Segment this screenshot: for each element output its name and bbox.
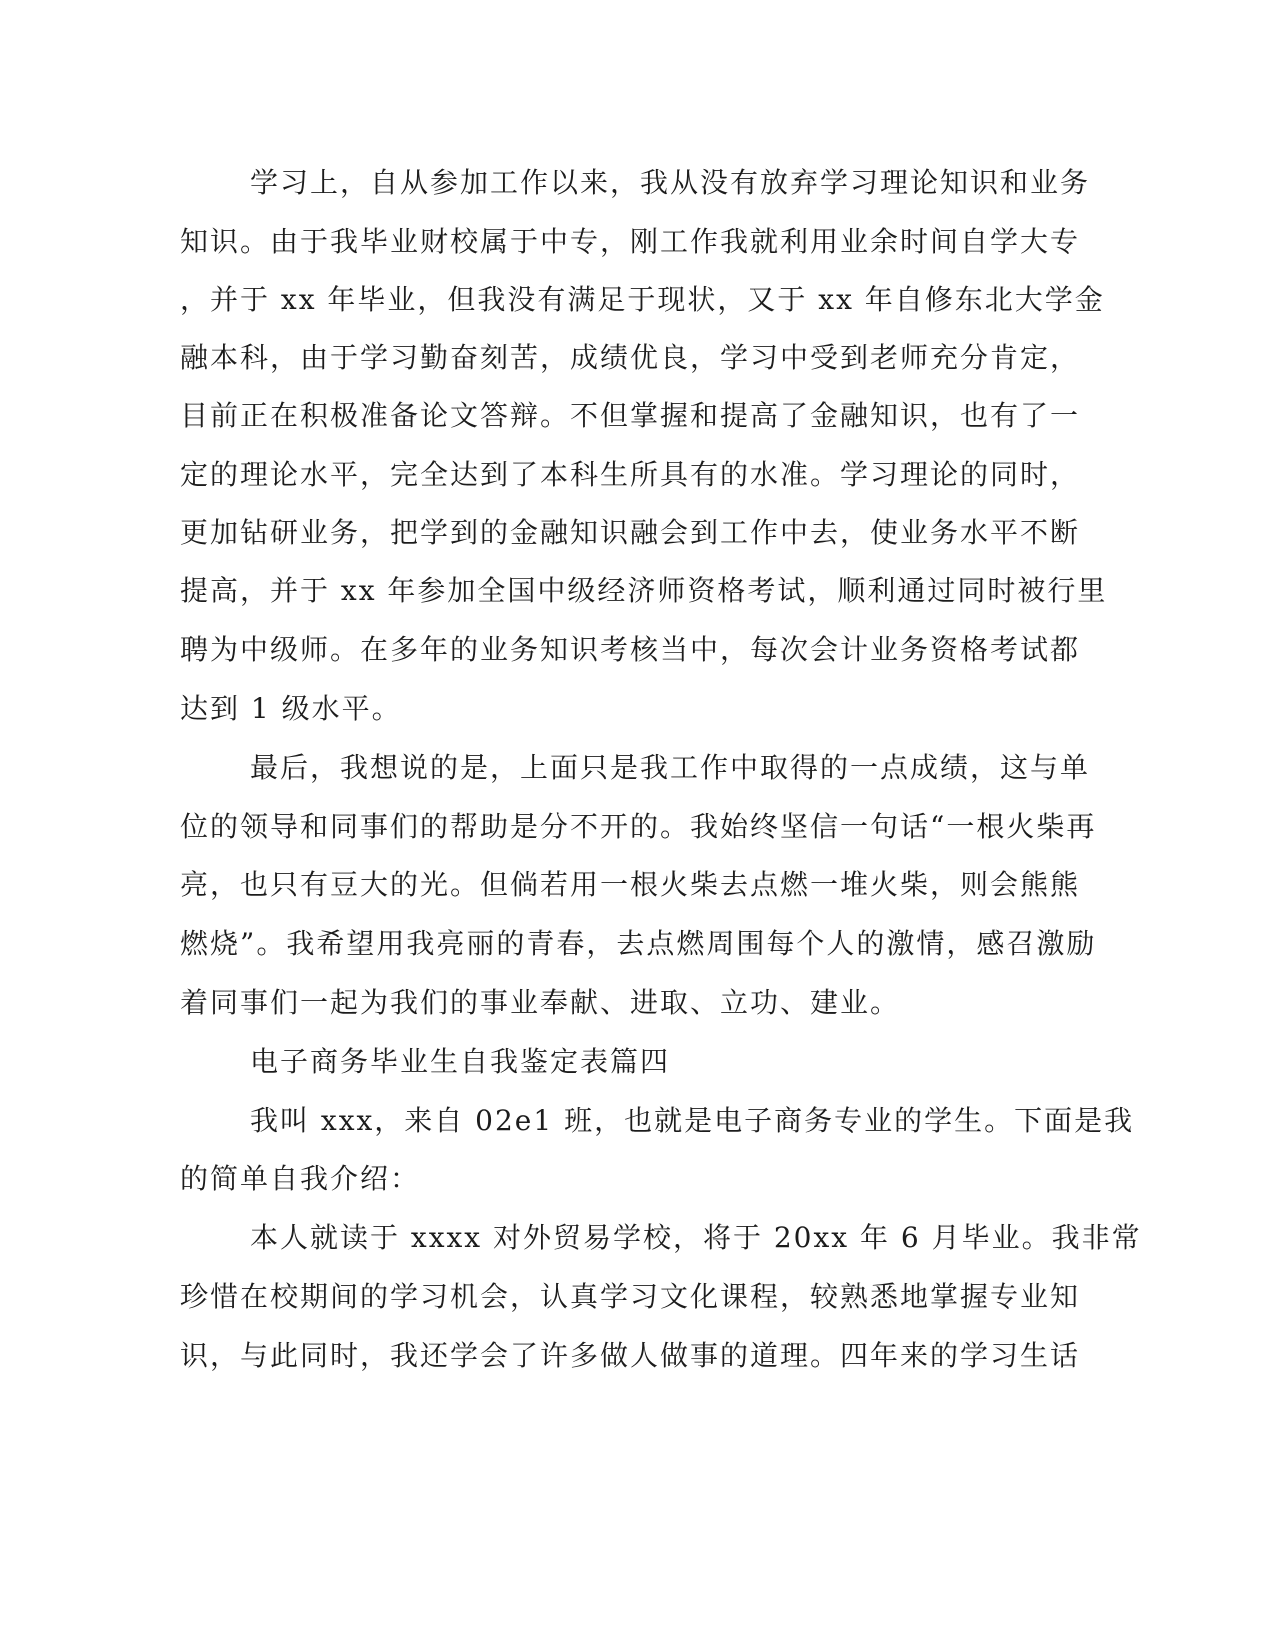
text-line: 的简单自我介绍： bbox=[180, 1162, 421, 1195]
text-line: 位的领导和同事们的帮助是分不开的。我始终坚信一句话“一根火柴再 bbox=[180, 810, 1097, 843]
text-line: 融本科，由于学习勤奋刻苦，成绩优良，学习中受到老师充分肯定， bbox=[180, 341, 1081, 374]
text-line: 本人就读于 xxxx 对外贸易学校，将于 20xx 年 6 月毕业。我非常 bbox=[250, 1221, 1142, 1254]
text-line: 着同事们一起为我们的事业奉献、进取、立功、建业。 bbox=[180, 986, 901, 1019]
text-line: 聘为中级师。在多年的业务知识考核当中，每次会计业务资格考试都 bbox=[180, 633, 1081, 666]
text-line: 目前正在积极准备论文答辩。不但掌握和提高了金融知识，也有了一 bbox=[180, 399, 1081, 432]
text-line: 我叫 xxx，来自 02e1 班，也就是电子商务专业的学生。下面是我 bbox=[250, 1104, 1135, 1137]
text-line: 最后，我想说的是，上面只是我工作中取得的一点成绩，这与单 bbox=[250, 751, 1091, 784]
text-line: 燃烧”。我希望用我亮丽的青春，去点燃周围每个人的激情，感召激励 bbox=[180, 927, 1097, 960]
text-line: 达到 1 级水平。 bbox=[180, 692, 402, 725]
text-line: 知识。由于我毕业财校属于中专，刚工作我就利用业余时间自学大专 bbox=[180, 225, 1081, 258]
text-line: 定的理论水平，完全达到了本科生所具有的水准。学习理论的同时， bbox=[180, 458, 1081, 491]
text-line: 学习上，自从参加工作以来，我从没有放弃学习理论知识和业务 bbox=[250, 166, 1091, 199]
text-line: 提高，并于 xx 年参加全国中级经济师资格考试，顺利通过同时被行里 bbox=[180, 574, 1108, 607]
text-line: 亮，也只有豆大的光。但倘若用一根火柴去点燃一堆火柴，则会熊熊 bbox=[180, 868, 1081, 901]
text-line: 更加钻研业务，把学到的金融知识融会到工作中去，使业务水平不断 bbox=[180, 516, 1081, 549]
text-line: ，并于 xx 年毕业，但我没有满足于现状，又于 xx 年自修东北大学金 bbox=[180, 283, 1105, 316]
text-line: 识，与此同时，我还学会了许多做人做事的道理。四年来的学习生话 bbox=[180, 1339, 1081, 1372]
section-heading: 电子商务毕业生自我鉴定表篇四 bbox=[250, 1045, 671, 1078]
text-line: 珍惜在校期间的学习机会，认真学习文化课程，较熟悉地掌握专业知 bbox=[180, 1280, 1081, 1313]
